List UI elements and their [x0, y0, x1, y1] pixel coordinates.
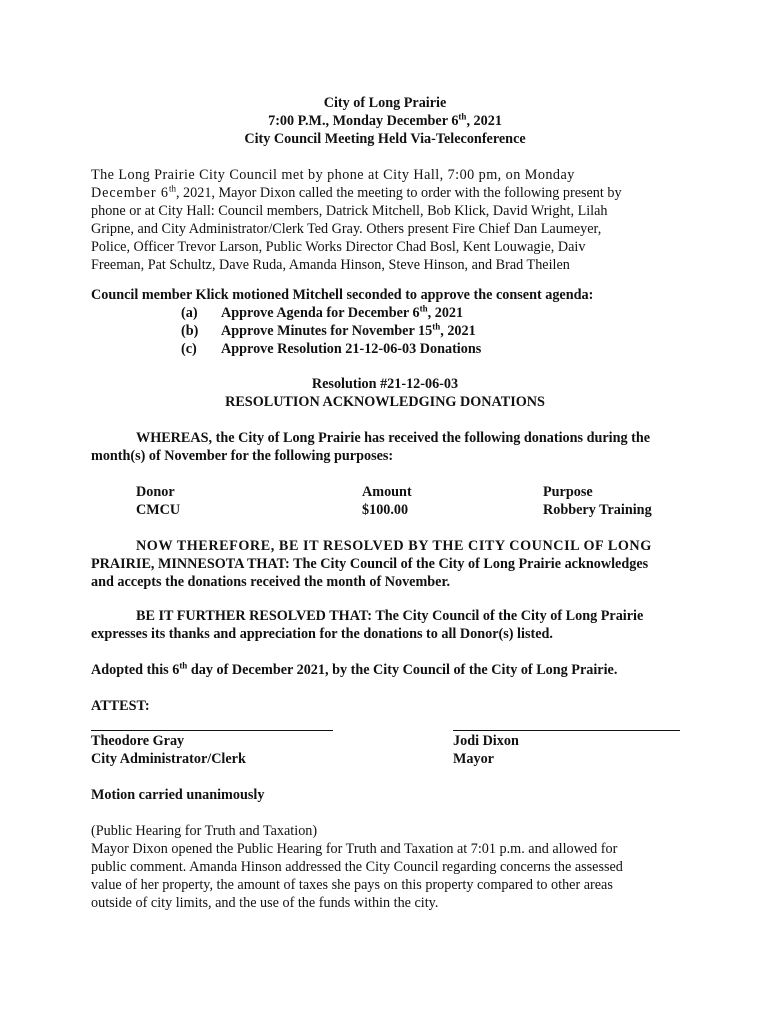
- resolution-title: RESOLUTION ACKNOWLEDGING DONATIONS: [225, 394, 545, 410]
- intro-line-5: Police, Officer Trevor Larson, Public Works Director Chad Bosl, Kent Louwagie, Daiv: [91, 239, 586, 255]
- table-header-purpose: Purpose: [543, 484, 593, 500]
- table-cell-purpose: Robbery Training: [543, 502, 652, 518]
- signer-left-name: Theodore Gray: [91, 733, 185, 749]
- signature-line-left: [91, 730, 333, 731]
- table-cell-donor: CMCU: [136, 502, 181, 518]
- attest-label: ATTEST:: [91, 698, 150, 714]
- header-meeting: City Council Meeting Held Via-Teleconference: [244, 131, 526, 147]
- further-resolved-line-1: BE IT FURTHER RESOLVED THAT: The City Council of the City of Long Prairie: [136, 608, 644, 624]
- hearing-line-1: Mayor Dixon opened the Public Hearing for Truth and Taxation at 7:01 p.m. and allowed for: [91, 841, 618, 857]
- document-page: City of Long Prairie 7:00 P.M., Monday December 6th, 2021 City Council Meeting Held Via-Teleconference The Long Prairie City Council met by phone at City Hall, 7:00 pm, on Monday December 6th, 2021, Mayor Dixon called the meeting to order with the following present by phone or at City Hall: Council members, Datrick Mitchell, Bob Klick, David Wright, Lilah Gripne, and City Administrator/Clerk Ted Gray. Others present Fire Chief Dan Laumeyer, Police, Officer Trevor Larson, Public Works Director Chad Bosl, Kent Louwagie, Daiv Freeman, Pat Schultz, Dave Ruda, Amanda Hinson, Steve Hinson, and Brad Theilen Council member Klick motioned Mitchell seconded to approve the consent agenda: (a) Approve Agenda for December 6th, 2021 (b) Approve Minutes for November 15th, 2021 (c) Approve Resolution 21-12-06-03 Donations Resolution #21-12-06-03 RESOLUTION ACKNOWLEDGING DONATIONS WHEREAS, the City of Long Prairie has received the following donations during the month(s) of November for the following purposes: Donor Amount Purpose CMCU $100.00 Robbery Training NOW THEREFORE, BE IT RESOLVED BY THE CITY COUNCIL OF LONG PRAIRIE, MINNESOTA THAT: The City Council of the City of Long Prairie acknowledges and accepts the donations received the month of November. BE IT FURTHER RESOLVED THAT: The City Council of the City of Long Prairie expresses its thanks and appreciation for the donations to all Donor(s) listed. Adopted this 6th day of December 2021, by the City Council of the City of Long Prairie. ATTEST: Theodore Gray City Administrator/Clerk Jodi Dixon Mayor Motion carried unanimously (Public Hearing for Truth and Taxation) Mayor Dixon opened the Public Hearing for Truth and Taxation at 7:01 p.m. and allowed for public comment. Amanda Hinson addressed the City Council regarding concerns the assessed value of her property, the amount of taxes she pays on this property compared to other areas outside of city limits, and the use of the funds within the city.: [0, 0, 770, 1024]
- intro-line-6: Freeman, Pat Schultz, Dave Ruda, Amanda Hinson, Steve Hinson, and Brad Theilen: [91, 257, 570, 273]
- hearing-line-2: public comment. Amanda Hinson addressed the City Council regarding concerns the assessed: [91, 859, 623, 875]
- intro-line-3: phone or at City Hall: Council members, Datrick Mitchell, Bob Klick, David Wright, Lilah: [91, 203, 608, 219]
- now-therefore-line-3: and accepts the donations received the month of November.: [91, 574, 451, 590]
- intro-line-2: December 6th, 2021, Mayor Dixon called the meeting to order with the following present by: [91, 183, 622, 201]
- table-header-amount: Amount: [362, 484, 412, 500]
- table-cell-amount: $100.00: [362, 502, 409, 518]
- whereas-line-1: WHEREAS, the City of Long Prairie has received the following donations during the: [136, 430, 651, 446]
- consent-motion: Council member Klick motioned Mitchell seconded to approve the consent agenda:: [91, 287, 594, 303]
- signature-line-right: [453, 730, 680, 731]
- whereas-line-2: month(s) of November for the following purposes:: [91, 448, 394, 464]
- further-resolved-line-2: expresses its thanks and appreciation for the donations to all Donor(s) listed.: [91, 626, 553, 642]
- hearing-line-3: value of her property, the amount of taxes she pays on this property compared to other areas: [91, 877, 613, 893]
- now-therefore-line-2: PRAIRIE, MINNESOTA THAT: The City Council of the City of Long Prairie acknowledges: [91, 556, 649, 572]
- table-header-donor: Donor: [136, 484, 175, 500]
- hearing-line-4: outside of city limits, and the use of the funds within the city.: [91, 895, 439, 911]
- resolution-number: Resolution #21-12-06-03: [311, 376, 459, 392]
- signer-right-title: Mayor: [453, 751, 494, 767]
- signer-right-name: Jodi Dixon: [453, 733, 519, 749]
- signer-left-title: City Administrator/Clerk: [91, 751, 246, 767]
- now-therefore-line-1: NOW THEREFORE, BE IT RESOLVED BY THE CITY COUNCIL OF LONG: [136, 538, 652, 554]
- intro-line-1: The Long Prairie City Council met by phone at City Hall, 7:00 pm, on Monday: [91, 167, 575, 183]
- intro-line-4: Gripne, and City Administrator/Clerk Ted Gray. Others present Fire Chief Dan Laumeyer,: [91, 221, 602, 237]
- header-city: City of Long Prairie: [323, 95, 447, 111]
- adopted-line: Adopted this 6th day of December 2021, by the City Council of the City of Long Prairie.: [91, 660, 618, 678]
- hearing-heading: (Public Hearing for Truth and Taxation): [91, 823, 318, 839]
- motion-result: Motion carried unanimously: [91, 787, 265, 803]
- header-datetime: 7:00 P.M., Monday December 6th, 2021: [268, 111, 502, 129]
